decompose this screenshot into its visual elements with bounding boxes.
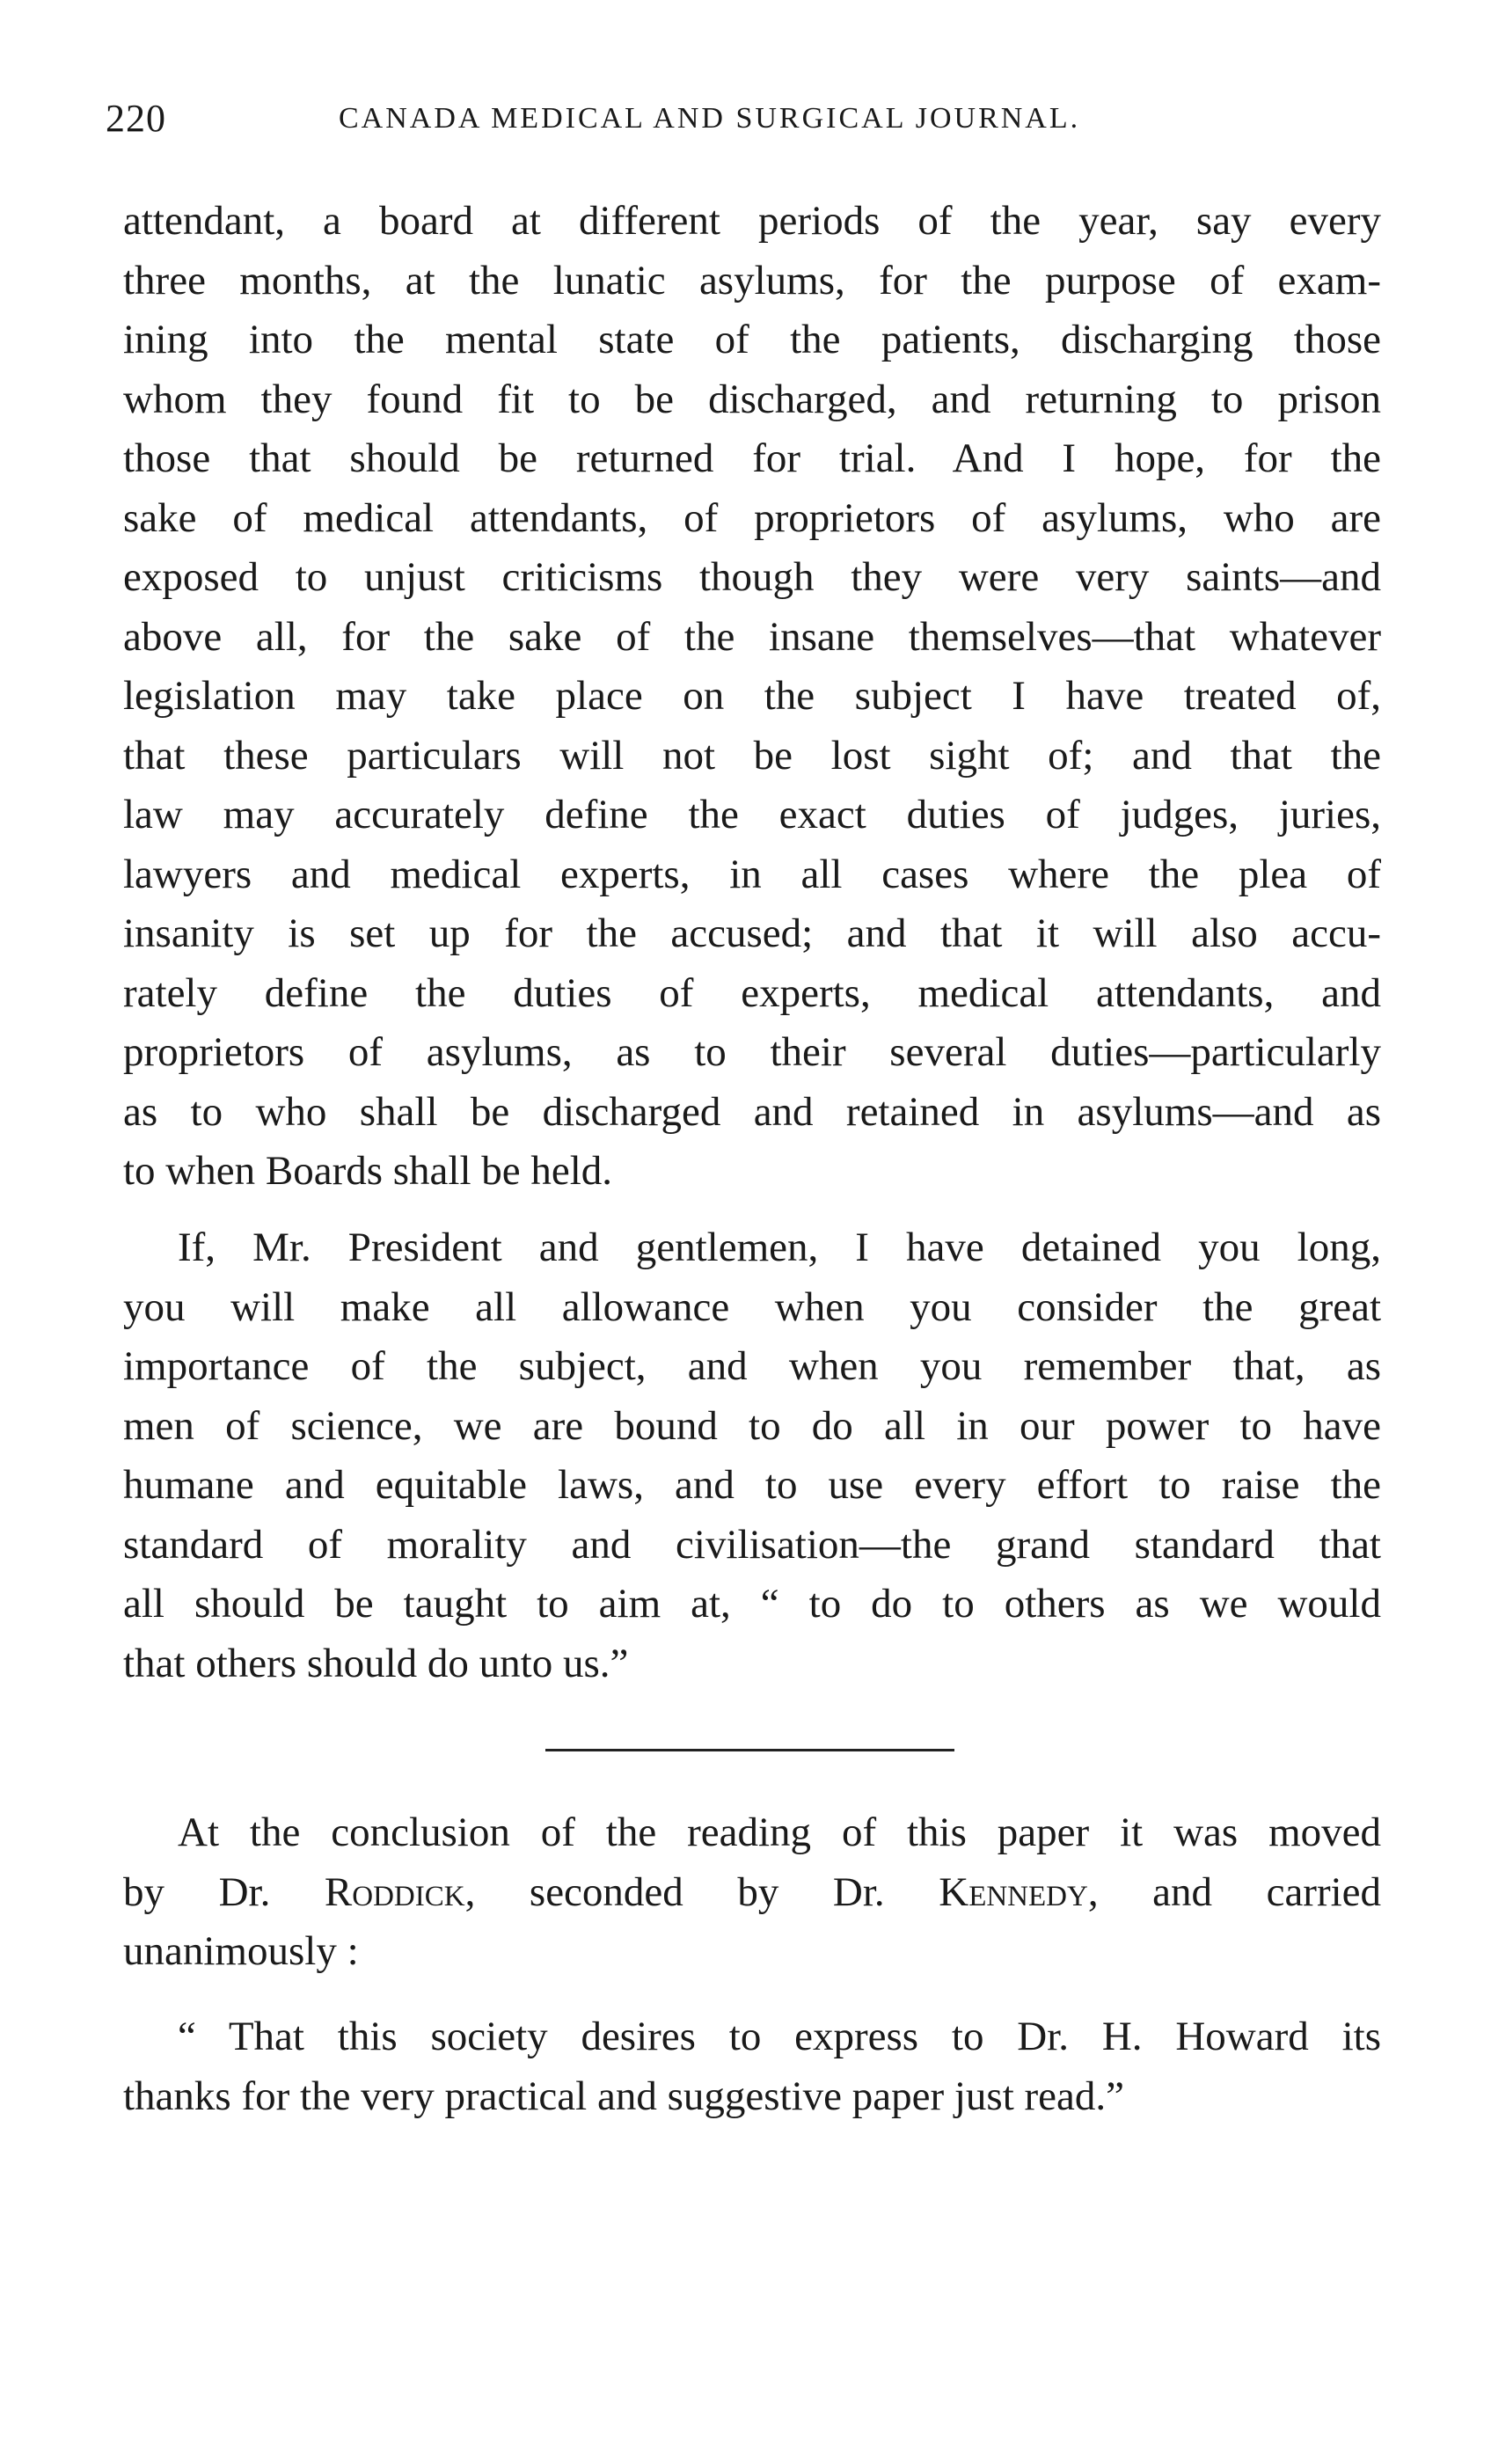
section-divider	[545, 1749, 954, 1751]
text-line: three months, at the lunatic asylums, for the purpose of exam-	[123, 257, 1381, 303]
text-line: above all, for the sake of the insane themselves—that whatever	[123, 613, 1381, 660]
text-line: all should be taught to aim at, “ to do to others as we would	[123, 1581, 1381, 1627]
text-line: legislation may take place on the subject I have treated of,	[123, 673, 1381, 719]
text-line: proprietors of asylums, as to their several duties—particularly	[123, 1029, 1381, 1075]
text-fragment: , and carried	[1087, 1868, 1382, 1915]
text-line: sake of medical attendants, of proprietors of asylums, who are	[123, 494, 1381, 541]
text-line: importance of the subject, and when you remember that, as	[123, 1343, 1381, 1389]
text-line: whom they found fit to be discharged, and returning to prison	[123, 376, 1381, 422]
text-line: that others should do unto us.”	[123, 1640, 629, 1686]
text-line: If, Mr. President and gentlemen, I have detained you long,	[178, 1225, 1381, 1270]
paragraph-closing-argument	[123, 192, 1381, 1202]
paragraph-apology	[123, 1218, 1381, 1693]
text-line: lawyers and medical experts, in all cases where the plea of	[123, 851, 1381, 897]
text-line: exposed to unjust criticisms though they were very saints—and	[123, 554, 1381, 600]
text-fragment: by Dr.	[123, 1868, 271, 1915]
text-line: ining into the mental state of the patients, discharging those	[123, 317, 1381, 362]
text-line: humane and equitable laws, and to use every effort to raise the	[123, 1462, 1381, 1508]
text-line: standard of morality and civilisation—the grand standard that	[123, 1521, 1381, 1568]
text-line: attendant, a board at different periods of the year, say every	[123, 198, 1381, 244]
journal-title: CANADA MEDICAL AND SURGICAL JOURNAL.	[339, 102, 1081, 135]
text-line: thanks for the very practical and suggestive paper just read.”	[123, 2073, 1125, 2119]
text-line: that these particulars will not be lost sight of; and that the	[123, 732, 1381, 779]
text-line: insanity is set up for the accused; and that it will also accu-	[123, 910, 1381, 956]
text-line: At the conclusion of the reading of this paper it was moved	[178, 1810, 1381, 1855]
text-line: you will make all allowance when you consider the great	[123, 1283, 1381, 1330]
text-line: men of science, we are bound to do all in our power to have	[123, 1402, 1381, 1449]
text-line: unanimously :	[123, 1928, 359, 1974]
paragraph-motion	[123, 1803, 1381, 1982]
text-line: “ That this society desires to express to Dr. H. Howard its	[178, 2014, 1381, 2059]
text-line: rately define the duties of experts, medical attendants, and	[123, 969, 1381, 1016]
text-line: those that should be returned for trial. And I hope, for the	[123, 435, 1381, 481]
running-head	[106, 88, 1372, 150]
page-number: 220	[106, 97, 166, 140]
text-fragment: , seconded by Dr.	[464, 1868, 885, 1915]
name-roddick: Roddick	[324, 1868, 465, 1915]
text-line: as to who shall be discharged and retained in asylums—and as	[123, 1088, 1381, 1135]
name-kennedy: Kennedy	[939, 1868, 1088, 1915]
text-line: to when Boards shall be held.	[123, 1148, 613, 1194]
text-line	[123, 1863, 1381, 1923]
paragraph-resolution	[123, 2007, 1381, 2126]
text-line: law may accurately define the exact duties of judges, juries,	[123, 792, 1381, 837]
